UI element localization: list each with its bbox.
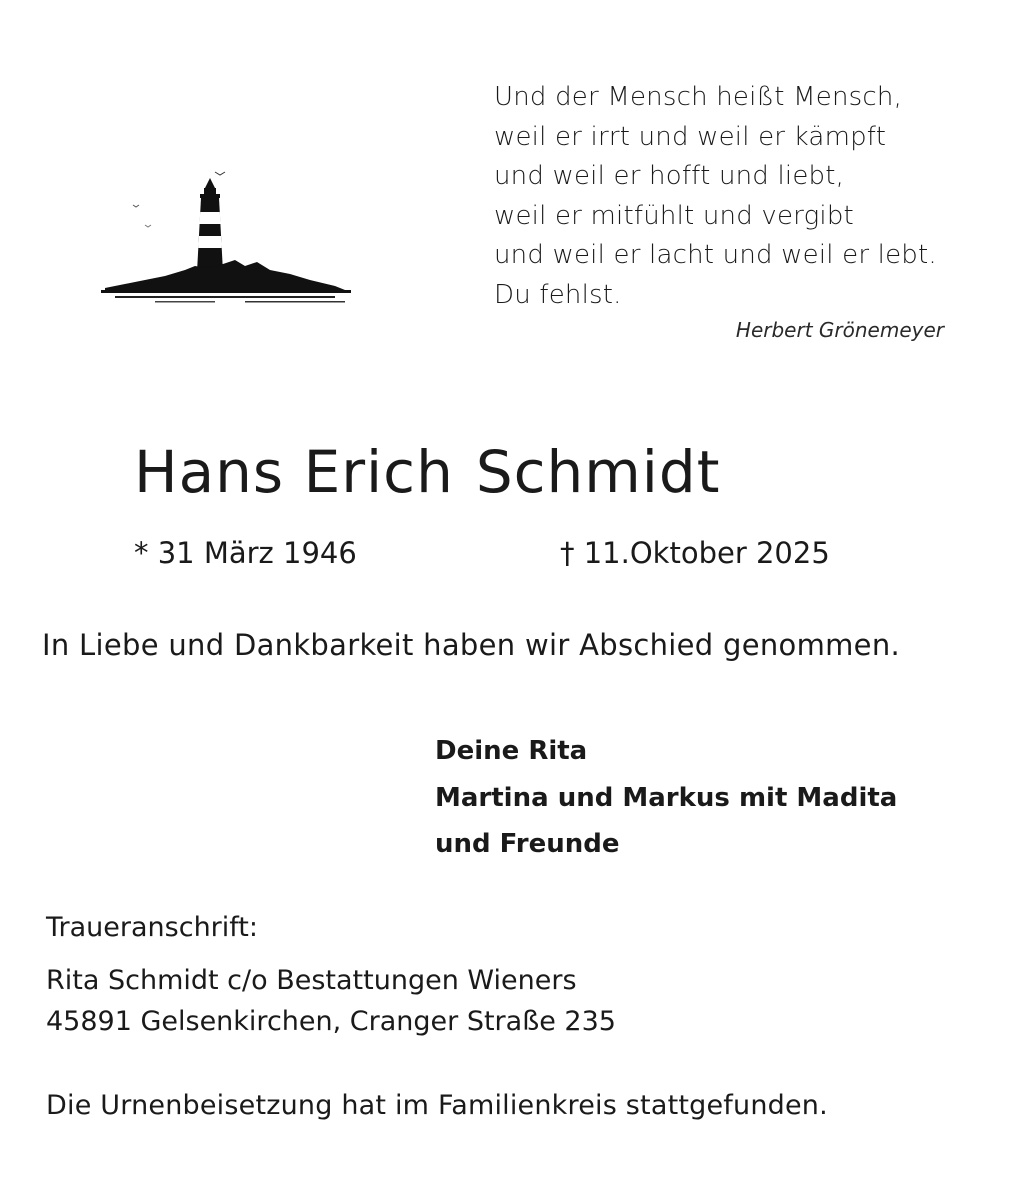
farewell-text: In Liebe und Dankbarkeit haben wir Abschied genommen.	[42, 628, 901, 662]
death-date: † 11.Oktober 2025	[560, 536, 830, 570]
deceased-first-names: Hans Erich	[134, 438, 454, 506]
family-list	[435, 728, 897, 868]
poem-line: und weil er hofft und liebt,	[494, 161, 845, 191]
address-block	[46, 960, 616, 1042]
address-label: Traueranschrift:	[46, 912, 258, 943]
poem-line: weil er irrt und weil er kämpft	[494, 121, 887, 152]
family-line: und Freunde	[435, 829, 620, 859]
address-line: 45891 Gelsenkirchen, Cranger Straße 235	[46, 1006, 616, 1037]
poem-line: Du fehlst.	[494, 279, 622, 310]
lighthouse-image	[95, 160, 355, 310]
address-line: Rita Schmidt c/o Bestattungen Wieners	[46, 965, 577, 996]
burial-note: Die Urnenbeisetzung hat im Familienkreis stattgefunden.	[46, 1090, 828, 1121]
poem-line: Und der Mensch heißt Mensch,	[494, 82, 903, 112]
family-line: Martina und Markus mit Madita	[435, 782, 898, 813]
birth-date: * 31 März 1946	[134, 536, 357, 570]
deceased-last-name: Schmidt	[475, 438, 721, 506]
poem-author: Herbert Grönemeyer	[735, 318, 944, 342]
poem	[494, 78, 994, 315]
deceased-name	[134, 432, 720, 512]
poem-line: weil er mitfühlt und vergibt	[494, 200, 854, 231]
poem-line: und weil er lacht und weil er lebt.	[494, 240, 937, 270]
family-line: Deine Rita	[435, 736, 588, 766]
